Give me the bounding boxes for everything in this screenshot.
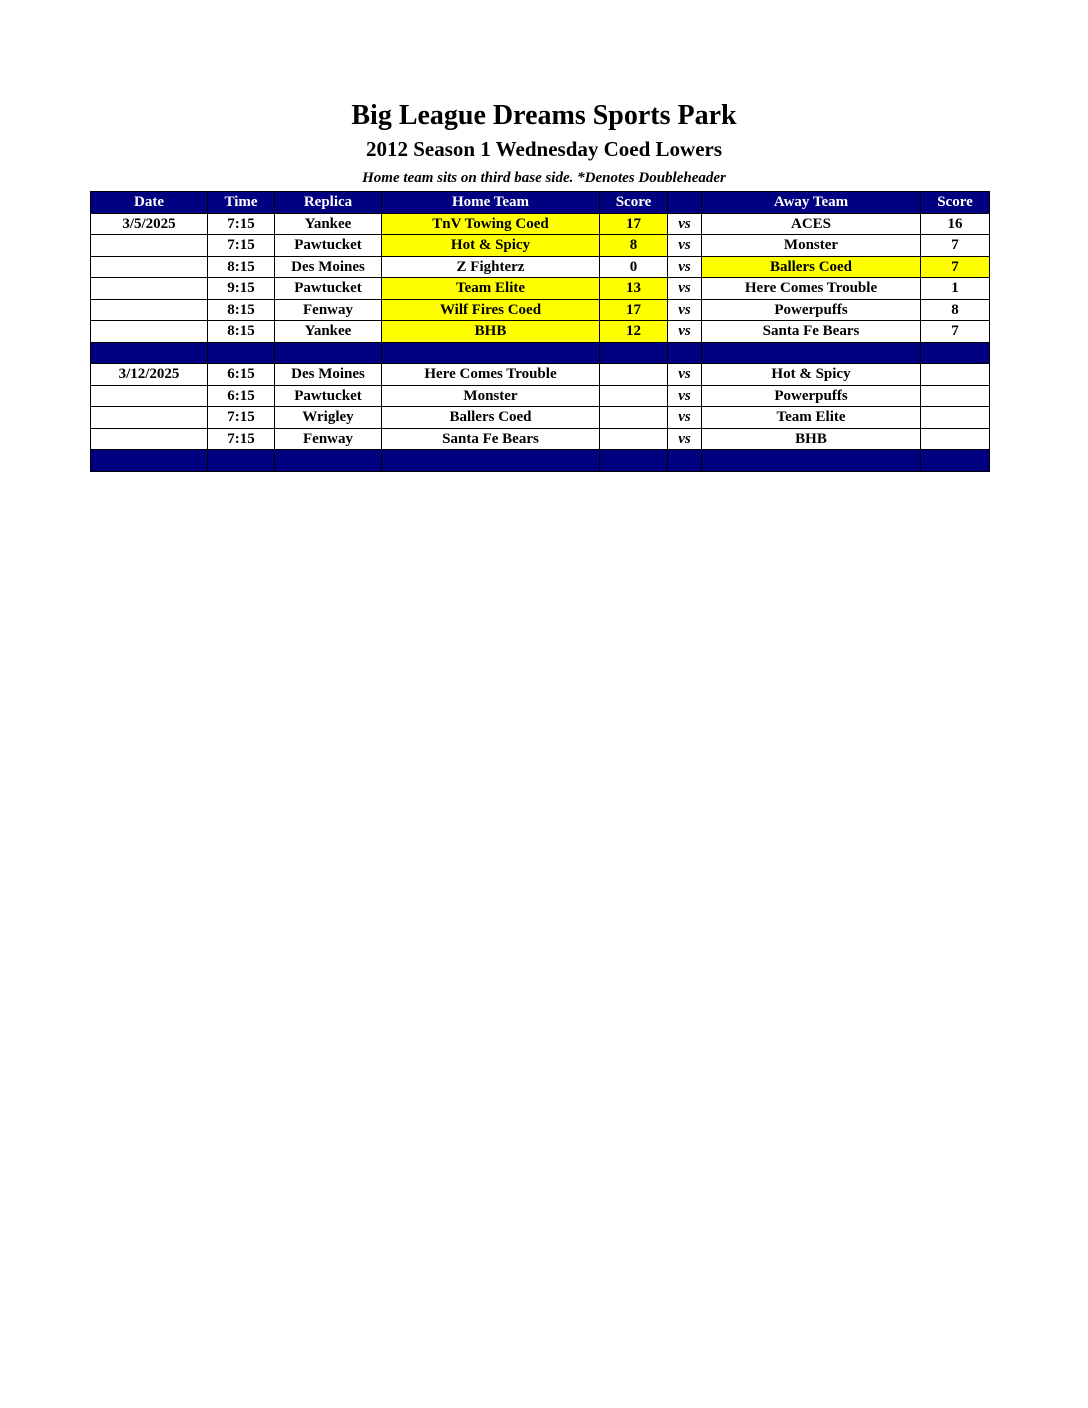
- separator-cell: [382, 342, 600, 364]
- table-row: [91, 213, 990, 235]
- cell-time: 8:15: [208, 321, 275, 343]
- cell-date: [91, 235, 208, 257]
- cell-replica: Des Moines: [275, 256, 382, 278]
- cell-vs: vs: [668, 364, 702, 386]
- cell-home-score: 13: [600, 278, 668, 300]
- separator-cell: [600, 450, 668, 472]
- separator-cell: [275, 450, 382, 472]
- cell-time: 7:15: [208, 213, 275, 235]
- table-row: [91, 364, 990, 386]
- separator-cell: [91, 342, 208, 364]
- cell-away-team: Hot & Spicy: [702, 364, 921, 386]
- cell-date: [91, 278, 208, 300]
- cell-time: 6:15: [208, 385, 275, 407]
- cell-home-score: 17: [600, 299, 668, 321]
- cell-date: [91, 256, 208, 278]
- header-row: [91, 192, 990, 214]
- cell-home-team: BHB: [382, 321, 600, 343]
- table-row: [91, 235, 990, 257]
- col-header-away-score: Score: [921, 192, 990, 214]
- schedule-table: [90, 191, 990, 472]
- page-title: Big League Dreams Sports Park: [351, 100, 737, 131]
- cell-away-score: 16: [921, 213, 990, 235]
- cell-vs: vs: [668, 385, 702, 407]
- cell-vs: vs: [668, 407, 702, 429]
- cell-away-team: Santa Fe Bears: [702, 321, 921, 343]
- separator-cell: [921, 342, 990, 364]
- cell-away-team: Ballers Coed: [702, 256, 921, 278]
- cell-home-team: Z Fighterz: [382, 256, 600, 278]
- cell-away-score: 7: [921, 321, 990, 343]
- cell-home-team: TnV Towing Coed: [382, 213, 600, 235]
- col-header-home-team: Home Team: [382, 192, 600, 214]
- table-row: [91, 428, 990, 450]
- cell-replica: Wrigley: [275, 407, 382, 429]
- cell-date: [91, 385, 208, 407]
- cell-away-team: Team Elite: [702, 407, 921, 429]
- cell-date: [91, 428, 208, 450]
- cell-away-score: [921, 407, 990, 429]
- cell-time: 6:15: [208, 364, 275, 386]
- cell-away-score: 7: [921, 235, 990, 257]
- cell-home-team: Hot & Spicy: [382, 235, 600, 257]
- separator-cell: [208, 342, 275, 364]
- col-header-vs: [668, 192, 702, 214]
- cell-time: 7:15: [208, 407, 275, 429]
- table-row: [91, 385, 990, 407]
- cell-time: 7:15: [208, 428, 275, 450]
- cell-away-team: BHB: [702, 428, 921, 450]
- col-header-away-team: Away Team: [702, 192, 921, 214]
- cell-home-score: [600, 428, 668, 450]
- cell-home-score: 0: [600, 256, 668, 278]
- col-header-time: Time: [208, 192, 275, 214]
- table-row: [91, 278, 990, 300]
- cell-vs: vs: [668, 428, 702, 450]
- cell-vs: vs: [668, 299, 702, 321]
- separator-cell: [275, 342, 382, 364]
- cell-replica: Fenway: [275, 299, 382, 321]
- schedule-note: Home team sits on third base side. *Denotes Doubleheader: [362, 170, 726, 186]
- schedule-body: [91, 213, 990, 471]
- cell-home-score: [600, 407, 668, 429]
- cell-away-score: 8: [921, 299, 990, 321]
- col-header-date: Date: [91, 192, 208, 214]
- cell-away-score: 7: [921, 256, 990, 278]
- separator-cell: [921, 450, 990, 472]
- cell-replica: Yankee: [275, 213, 382, 235]
- separator-cell: [668, 450, 702, 472]
- cell-date: 3/12/2025: [91, 364, 208, 386]
- cell-home-team: Wilf Fires Coed: [382, 299, 600, 321]
- separator-cell: [382, 450, 600, 472]
- cell-replica: Des Moines: [275, 364, 382, 386]
- cell-home-team: Santa Fe Bears: [382, 428, 600, 450]
- cell-replica: Fenway: [275, 428, 382, 450]
- cell-replica: Pawtucket: [275, 235, 382, 257]
- cell-away-team: Powerpuffs: [702, 299, 921, 321]
- table-row: [91, 407, 990, 429]
- cell-home-team: Here Comes Trouble: [382, 364, 600, 386]
- table-row: [91, 256, 990, 278]
- separator-cell: [702, 450, 921, 472]
- cell-date: [91, 407, 208, 429]
- cell-time: 8:15: [208, 299, 275, 321]
- cell-time: 9:15: [208, 278, 275, 300]
- cell-replica: Yankee: [275, 321, 382, 343]
- table-row: [91, 321, 990, 343]
- cell-home-score: 17: [600, 213, 668, 235]
- table-row: [91, 299, 990, 321]
- cell-vs: vs: [668, 278, 702, 300]
- cell-time: 8:15: [208, 256, 275, 278]
- cell-home-score: [600, 385, 668, 407]
- cell-home-score: 8: [600, 235, 668, 257]
- cell-replica: Pawtucket: [275, 385, 382, 407]
- cell-home-score: 12: [600, 321, 668, 343]
- cell-away-score: [921, 385, 990, 407]
- cell-date: [91, 299, 208, 321]
- cell-date: [91, 321, 208, 343]
- separator-cell: [702, 342, 921, 364]
- cell-away-team: Here Comes Trouble: [702, 278, 921, 300]
- cell-away-score: 1: [921, 278, 990, 300]
- cell-home-team: Monster: [382, 385, 600, 407]
- col-header-replica: Replica: [275, 192, 382, 214]
- separator-cell: [208, 450, 275, 472]
- cell-home-score: [600, 364, 668, 386]
- separator-cell: [600, 342, 668, 364]
- cell-away-score: [921, 428, 990, 450]
- cell-away-score: [921, 364, 990, 386]
- cell-vs: vs: [668, 213, 702, 235]
- cell-away-team: ACES: [702, 213, 921, 235]
- cell-home-team: Team Elite: [382, 278, 600, 300]
- cell-replica: Pawtucket: [275, 278, 382, 300]
- cell-date: 3/5/2025: [91, 213, 208, 235]
- cell-away-team: Powerpuffs: [702, 385, 921, 407]
- separator-row: [91, 450, 990, 472]
- separator-cell: [668, 342, 702, 364]
- col-header-home-score: Score: [600, 192, 668, 214]
- separator-cell: [91, 450, 208, 472]
- cell-home-team: Ballers Coed: [382, 407, 600, 429]
- cell-time: 7:15: [208, 235, 275, 257]
- cell-vs: vs: [668, 321, 702, 343]
- cell-vs: vs: [668, 235, 702, 257]
- separator-row: [91, 342, 990, 364]
- cell-away-team: Monster: [702, 235, 921, 257]
- cell-vs: vs: [668, 256, 702, 278]
- page-subtitle: 2012 Season 1 Wednesday Coed Lowers: [365, 137, 723, 161]
